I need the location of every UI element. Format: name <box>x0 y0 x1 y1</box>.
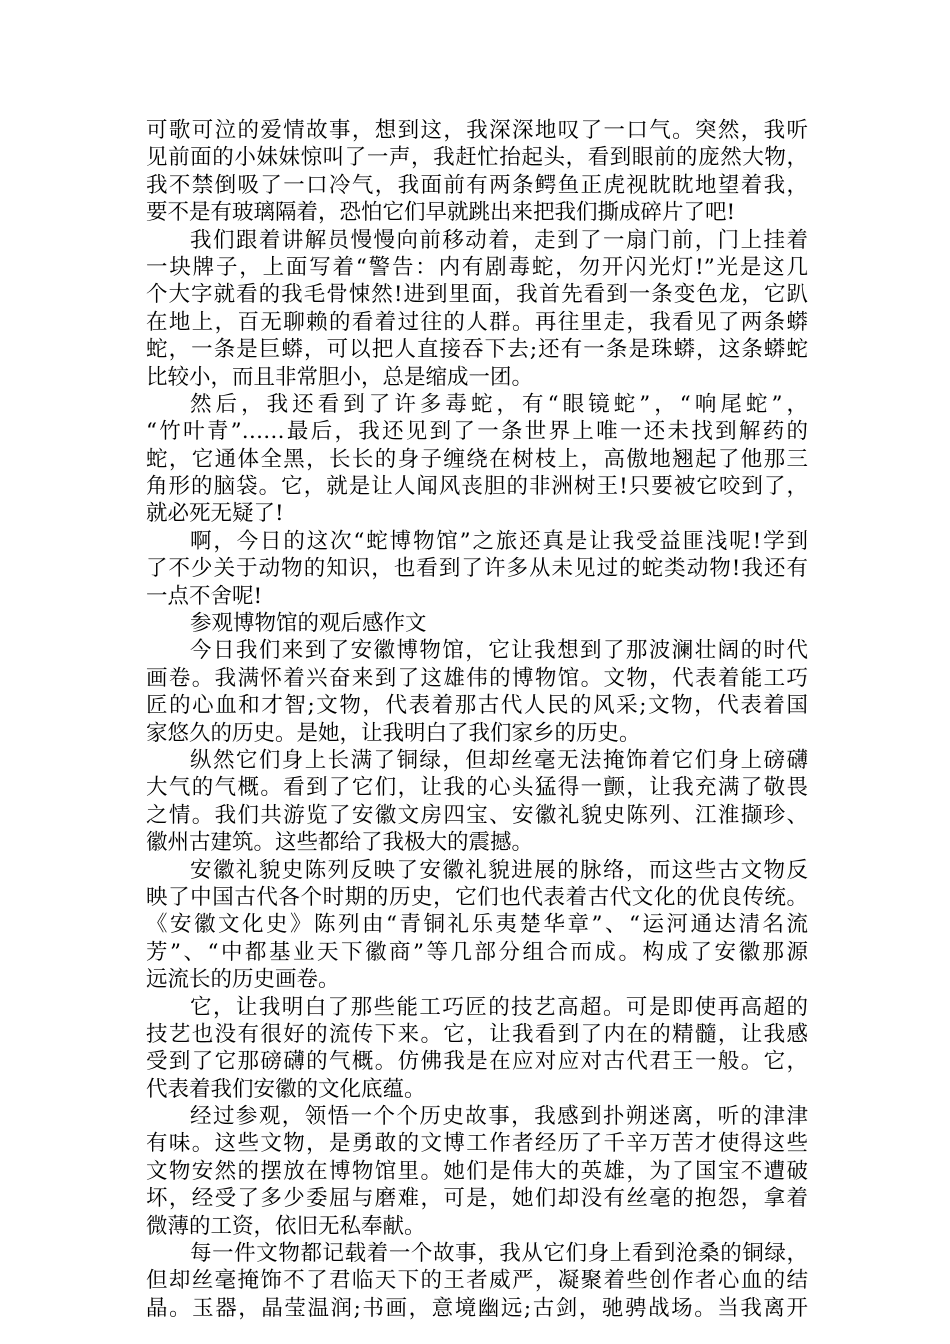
text-line: 晶。玉器，晶莹温润;书画，意境幽远;古剑，驰骋战场。当我离开 <box>146 1295 808 1321</box>
text-line: 坏，经受了多少委屈与磨难，可是，她们却没有丝毫的抱怨，拿着 <box>146 1186 808 1212</box>
text-line: 技艺也没有很好的流传下来。它，让我看到了内在的精髓，让我感 <box>146 1021 808 1047</box>
paragraph <box>146 391 808 528</box>
text-line: 蛇，一条是巨蟒，可以把人直接吞下去;还有一条是珠蟒，这条蟒蛇 <box>146 337 808 363</box>
text-line: 比较小，而且非常胆小，总是缩成一团。 <box>146 364 534 390</box>
paragraph <box>146 994 808 1104</box>
text-line: 远流长的历史画卷。 <box>146 967 340 993</box>
text-line: 我不禁倒吸了一口冷气，我面前有两条鳄鱼正虎视眈眈地望着我， <box>146 172 808 198</box>
text-line: 角形的脑袋。它，就是让人闻风丧胆的非洲树王!只要被它咬到了， <box>146 474 808 500</box>
paragraph <box>146 1240 808 1322</box>
text-line: 家悠久的历史。是她，让我明白了我们家乡的历史。 <box>146 720 641 746</box>
paragraph <box>146 747 808 857</box>
text-line: 微薄的工资，依旧无私奉献。 <box>146 1213 426 1239</box>
text-line: 然后，我还看到了许多毒蛇，有“眼镜蛇”，“响尾蛇”， <box>190 391 808 417</box>
text-line: 蛇，它通体全黑，长长的身子缠绕在树枝上，高傲地翘起了他那三 <box>146 446 808 472</box>
text-line: 经过参观，领悟一个个历史故事，我感到扑朔迷离，听的津津 <box>190 1104 808 1130</box>
text-line: 我们跟着讲解员慢慢向前移动着，走到了一扇门前，门上挂着 <box>190 227 808 253</box>
text-line: 在地上，百无聊赖的看着过往的人群。再往里走，我看见了两条蟒 <box>146 309 808 335</box>
text-line: 可歌可泣的爱情故事，想到这，我深深地叹了一口气。突然，我听 <box>146 118 808 143</box>
paragraph <box>146 117 808 227</box>
text-line: 徽州古建筑。这些都给了我极大的震撼。 <box>146 830 534 856</box>
text-line: 《安徽文化史》陈列由“青铜礼乐夷楚华章”、“运河通达清名流 <box>146 912 808 938</box>
text-line: “竹叶青”……最后，我还见到了一条世界上唯一还未找到解药的 <box>146 419 808 445</box>
text-line: 安徽礼貌史陈列反映了安徽礼貌进展的脉络，而这些古文物反 <box>190 857 808 883</box>
text-line: 纵然它们身上长满了铜绿，但却丝毫无法掩饰着它们身上磅礴 <box>190 747 808 773</box>
paragraph <box>146 1103 808 1240</box>
text-line: 代表着我们安徽的文化底蕴。 <box>146 1076 426 1102</box>
text-line: 它，让我明白了那些能工巧匠的技艺高超。可是即使再高超的 <box>190 994 808 1020</box>
text-line: 见前面的小妹妹惊叫了一声，我赶忙抬起头，看到眼前的庞然大物， <box>146 145 808 171</box>
document-page <box>146 117 808 1322</box>
text-line: 今日我们来到了安徽博物馆，它让我想到了那波澜壮阔的时代 <box>190 638 808 664</box>
text-line: 一块牌子，上面写着“警告：内有剧毒蛇，勿开闪光灯!”光是这几 <box>146 254 808 280</box>
text-line: 芳”、“中都基业天下徽商”等几部分组合而成。构成了安徽那源 <box>146 939 808 965</box>
text-line: 个大字就看的我毛骨悚然!进到里面，我首先看到一条变色龙，它趴 <box>146 282 808 308</box>
paragraph <box>146 528 808 610</box>
paragraph <box>146 637 808 747</box>
text-line: 画卷。我满怀着兴奋来到了这雄伟的博物馆。文物，代表着能工巧 <box>146 665 808 691</box>
text-line: 匠的心血和才智;文物，代表着那古代人民的风采;文物，代表着国 <box>146 693 808 719</box>
text-line: 啊，今日的这次“蛇博物馆”之旅还真是让我受益匪浅呢!学到 <box>190 528 808 554</box>
section-title: 参观博物馆的观后感作文 <box>190 611 427 637</box>
text-line: 受到了它那磅礴的气概。仿佛我是在应对应对古代君王一般。它， <box>146 1049 808 1075</box>
text-line: 一点不舍呢! <box>146 583 263 609</box>
text-line: 映了中国古代各个时期的历史，它们也代表着古代文化的优良传统。 <box>146 884 808 910</box>
text-line: 要不是有玻璃隔着，恐怕它们早就跳出来把我们撕成碎片了吧! <box>146 200 736 226</box>
paragraph <box>146 227 808 391</box>
text-line: 大气的气概。看到了它们，让我的心头猛得一颤，让我充满了敬畏 <box>146 775 808 801</box>
text-line: 每一件文物都记载着一个故事，我从它们身上看到沧桑的铜绿， <box>190 1241 808 1267</box>
text-line: 就必死无疑了! <box>146 501 284 527</box>
text-line: 但却丝毫掩饰不了君临天下的王者威严，凝聚着些创作者心血的结 <box>146 1268 808 1294</box>
text-line: 有味。这些文物，是勇敢的文博工作者经历了千辛万苦才使得这些 <box>146 1131 808 1157</box>
paragraph <box>146 857 808 994</box>
text-line: 了不少关于动物的知识，也看到了许多从未见过的蛇类动物!我还有 <box>146 556 808 582</box>
text-line: 文物安然的摆放在博物馆里。她们是伟大的英雄，为了国宝不遭破 <box>146 1158 808 1184</box>
text-line: 之情。我们共游览了安徽文房四宝、安徽礼貌史陈列、江淮撷珍、 <box>146 802 808 828</box>
